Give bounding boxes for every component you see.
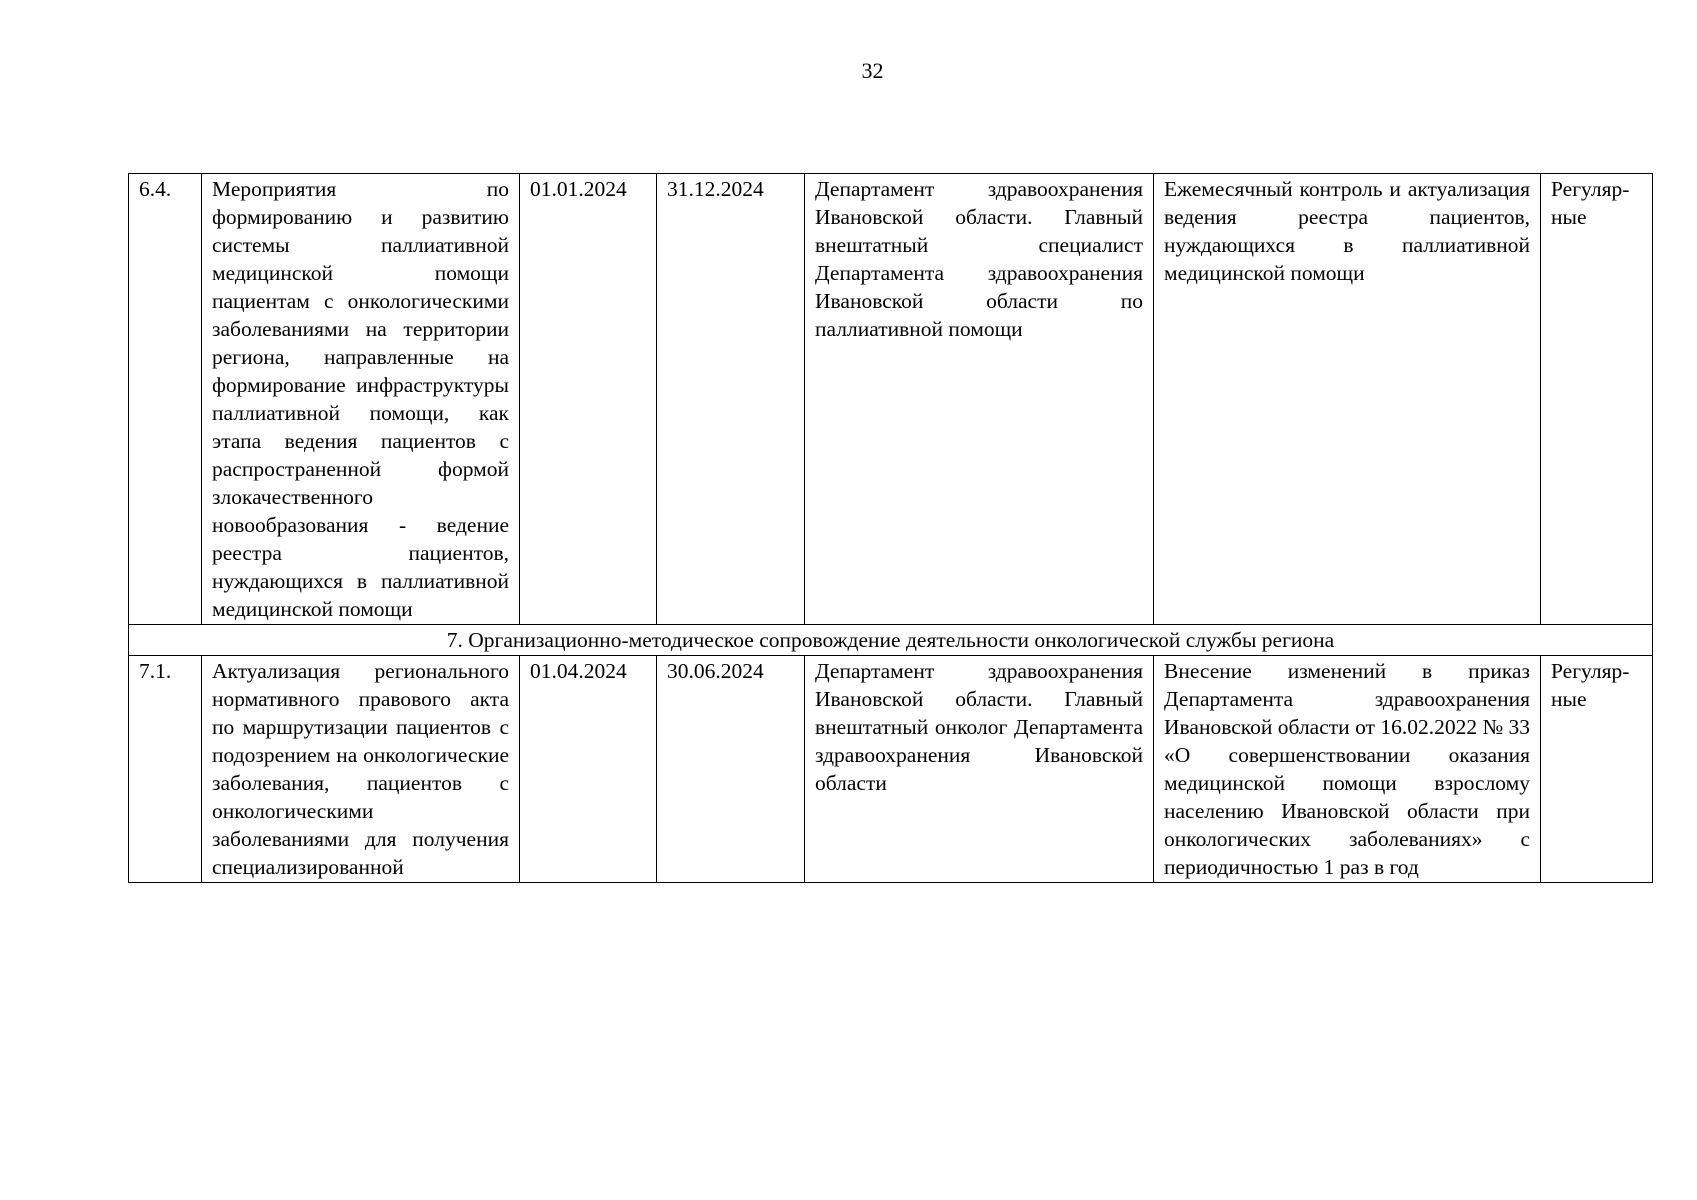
type-cell [1541, 174, 1653, 625]
end-date: 30.06.2024 [667, 659, 764, 683]
result-text: Внесение изменений в приказ Департамента здравоохранения Ивановской области от 16.02.2022 № 33 «О совершенствовании оказания медицинской помощи взрослому населению Ивановской области при онкологических заболеваниях» с периодичностью 1 раз в год [1164, 659, 1530, 879]
section-title: 7. Организационно-методическое сопровождение деятельности онкологической службы региона [446, 628, 1335, 652]
item-name-cell [202, 174, 520, 625]
responsible-text: Департамент здравоохранения Ивановской области. Главный внештатный онколог Департамента здравоохранения Ивановской области [815, 659, 1143, 795]
start-date-cell [520, 656, 657, 883]
item-name: Актуализация регионального нормативного правового акта по маршрутизации пациентов с подозрением на онкологические заболевания, пациентов с онкологическими заболеваниями для получения специализированной [212, 659, 509, 879]
end-date: 31.12.2024 [667, 177, 764, 201]
item-number: 7.1. [139, 659, 172, 683]
result-cell [1154, 656, 1541, 883]
item-number-cell [129, 656, 202, 883]
responsible-cell [805, 656, 1154, 883]
item-name-cell [202, 656, 520, 883]
section-row [129, 625, 1653, 656]
section-title-cell [129, 625, 1653, 656]
type-text: Регуляр-ные [1551, 659, 1630, 711]
item-number: 6.4. [139, 177, 172, 201]
item-number-cell [129, 174, 202, 625]
start-date: 01.04.2024 [530, 659, 627, 683]
table-row [129, 174, 1653, 625]
end-date-cell [657, 174, 805, 625]
result-text: Ежемесячный контроль и актуализация ведения реестра пациентов, нуждающихся в паллиативной медицинской помощи [1164, 177, 1530, 285]
result-cell [1154, 174, 1541, 625]
responsible-text: Департамент здравоохранения Ивановской области. Главный внештатный специалист Департамента здравоохранения Ивановской области по паллиативной помощи [815, 177, 1143, 341]
table-row [129, 656, 1653, 883]
end-date-cell [657, 656, 805, 883]
type-cell [1541, 656, 1653, 883]
page-number: 32 [861, 58, 884, 83]
start-date-cell [520, 174, 657, 625]
responsible-cell [805, 174, 1154, 625]
type-text: Регуляр-ные [1551, 177, 1630, 229]
item-name: Мероприятия по формированию и развитию системы паллиативной медицинской помощи пациентам с онкологическими заболеваниями на территории региона, направленные на формирование инфраструктуры паллиативной помощи, как этапа ведения пациентов с распространенной формой злокачественного новообразования - ведение реестра пациентов, нуждающихся в паллиативной медицинской помощи [212, 177, 509, 621]
start-date: 01.01.2024 [530, 177, 627, 201]
measures-table [128, 173, 1653, 883]
